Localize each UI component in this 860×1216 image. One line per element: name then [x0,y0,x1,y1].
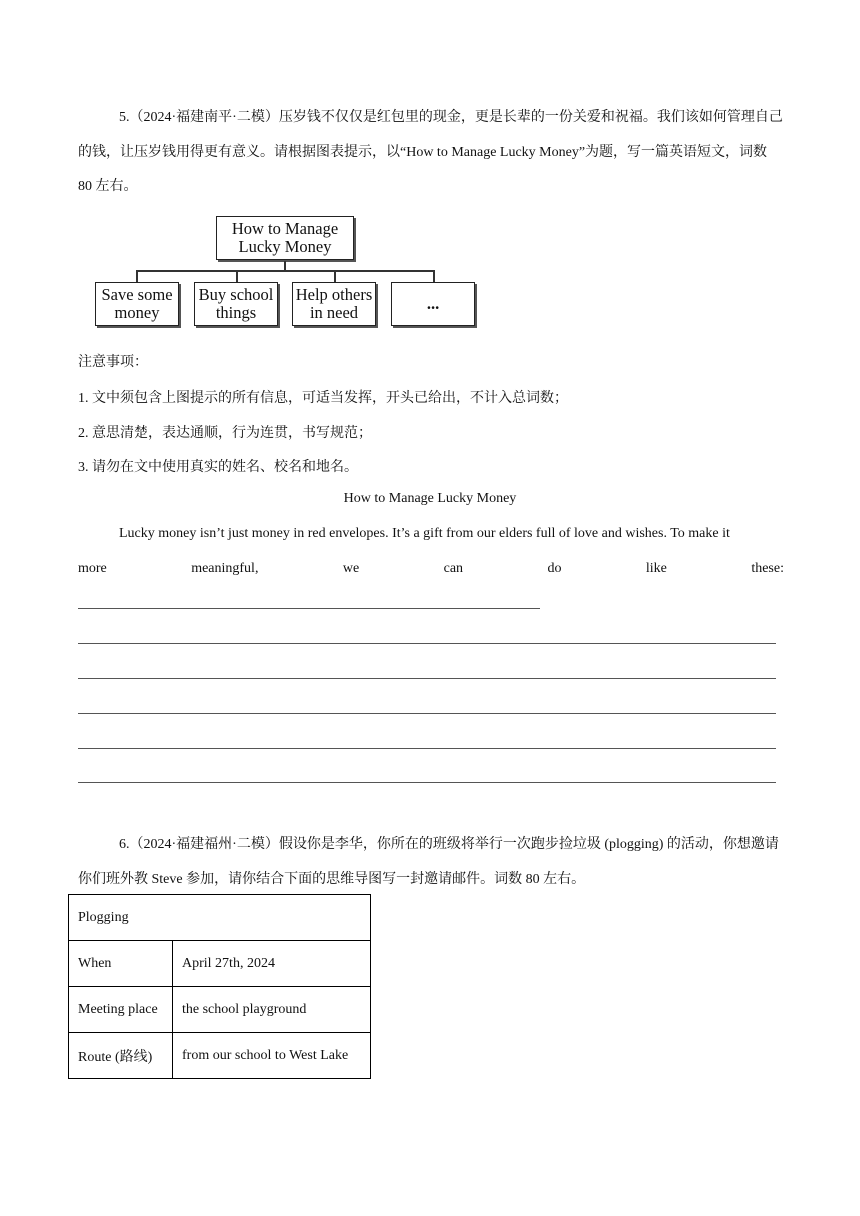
table-row [69,1033,371,1079]
diagram-connector-2 [236,270,238,282]
diagram-connector-1 [136,270,138,282]
writing-line[interactable] [78,643,776,644]
q6-prompt: 6.（2024·福建福州·二模）假设你是李华，你所在的班级将举行一次跑步捡垃圾 (plogging) 的活动，你想邀请你们班外教 Steve 参加，请你结合下面的思维导图写一封邀请邮件。词数 80 左右。 [78,837,779,887]
diagram-child-label: Buy school things [198,285,274,322]
diagram-child-box [292,282,376,326]
diagram-connector-stem [284,261,286,271]
essay-word: meaningful, [191,561,259,576]
table-value: the school playground [173,987,371,1033]
diagram-child-label: ... [426,294,440,313]
diagram-connector-3 [334,270,336,282]
table-row [69,941,371,987]
table-label: Route (路线) [69,1033,173,1079]
table-header: Plogging [69,895,371,941]
table-label: When [69,941,173,987]
diagram-child-box [95,282,179,326]
essay-word: we [342,561,360,576]
essay-word: can [443,561,464,576]
writing-line[interactable] [78,678,776,679]
diagram-child-box [391,282,475,326]
essay-word: more [78,561,107,576]
note-item: 3. 请勿在文中使用真实的姓名、校名和地名。 [78,460,358,475]
diagram-root-box [216,216,354,260]
table-value: April 27th, 2024 [173,941,371,987]
essay-word: like [645,561,667,576]
diagram-child-label: Help others in need [295,285,373,322]
writing-line[interactable] [78,748,776,749]
table-label: Meeting place [69,987,173,1033]
essay-start-line2 [78,561,784,577]
writing-line[interactable] [78,608,540,609]
notes-title: 注意事项： [78,355,148,370]
writing-line[interactable] [78,782,776,783]
table-row [69,987,371,1033]
q5-prompt: 5.（2024·福建南平·二模）压岁钱不仅仅是红包里的现金，更是长辈的一份关爱和祝福。我们该如何管理自己的钱，让压岁钱用得更有意义。请根据图表提示，以“How to Manage Lucky Money”为题，写一篇英语短文，词数 80 左右。 [78,110,783,194]
note-item: 1. 文中须包含上图提示的所有信息，可适当发挥，开头已给出，不计入总词数； [78,391,568,406]
essay-start-line1: Lucky money isn’t just money in red envelopes. It’s a gift from our elders full of love and wishes. To make it [119,526,730,541]
diagram-child-box [194,282,278,326]
note-item: 2. 意思清楚，表达通顺，行为连贯，书写规范； [78,426,372,441]
essay-word: these: [751,561,784,576]
plogging-table [68,894,371,1079]
diagram-connector-4 [433,270,435,282]
essay-word: do [547,561,562,576]
table-value: from our school to West Lake [173,1033,371,1079]
diagram-connector-bar [136,270,434,272]
diagram-root-label: How to Manage Lucky Money [231,219,339,256]
essay-title: How to Manage Lucky Money [343,491,517,506]
writing-line[interactable] [78,713,776,714]
diagram-child-label: Save some money [101,285,173,322]
